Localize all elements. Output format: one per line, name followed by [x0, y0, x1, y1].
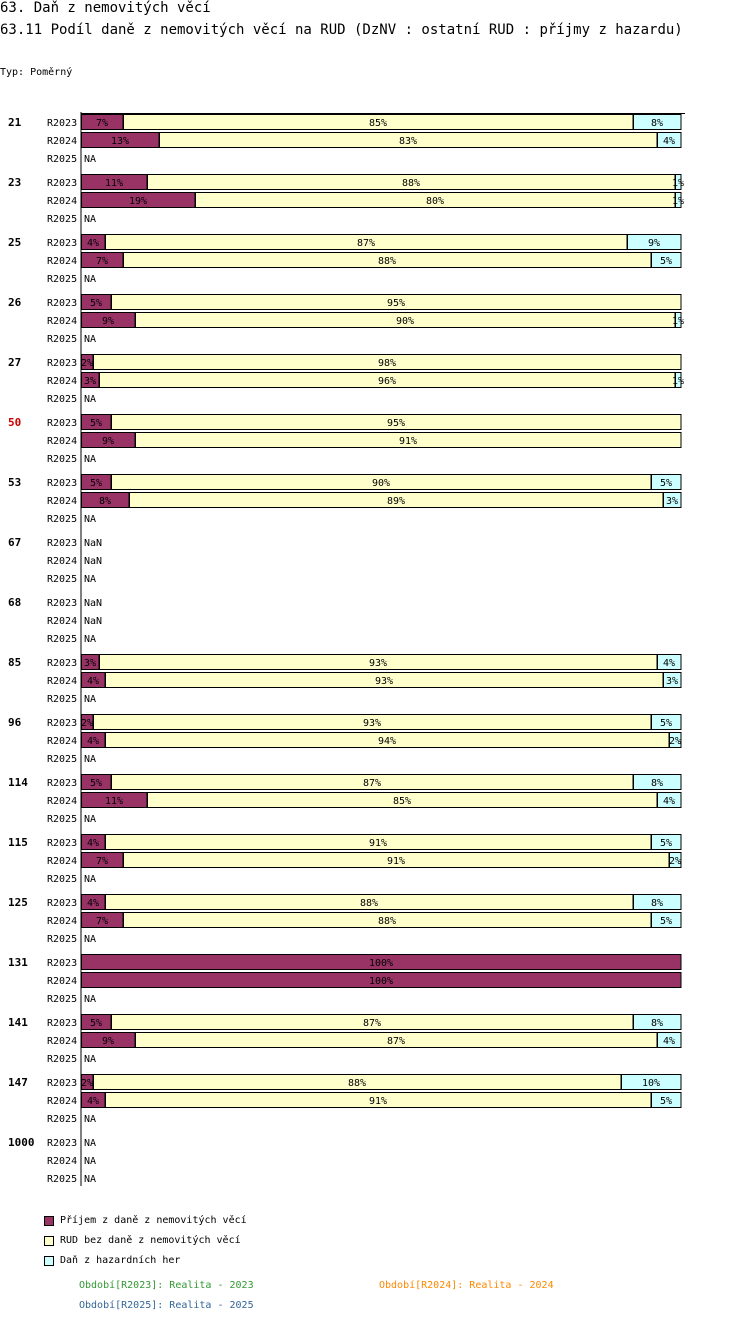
period-label: R2023: [47, 1078, 78, 1089]
value-label: 80%: [425, 196, 445, 207]
value-label: 5%: [89, 778, 103, 789]
value-label: 8%: [650, 898, 664, 909]
value-label: 8%: [650, 1018, 664, 1029]
value-label: 11%: [104, 178, 124, 189]
value-label: 8%: [98, 496, 112, 507]
na-label: NA: [84, 694, 97, 705]
period-label: R2023: [47, 358, 78, 369]
value-label: 87%: [386, 1036, 406, 1047]
group-label: 114: [8, 776, 28, 789]
na-label: NA: [84, 274, 97, 285]
value-label: 95%: [386, 418, 406, 429]
value-label: 88%: [359, 898, 379, 909]
chart-subtitle: 63.11 Podíl daně z nemovitých věcí na RUD (DzNV : ostatní RUD : příjmy z hazardu): [0, 22, 683, 38]
value-label: 7%: [95, 856, 109, 867]
value-label: 5%: [659, 916, 673, 927]
period-note-2023: Období[R2023]: Realita - 2023: [79, 1280, 254, 1291]
page-title: 63. Daň z nemovitých věcí: [0, 0, 211, 16]
value-label: 4%: [86, 238, 100, 249]
na-label: NA: [84, 1156, 97, 1167]
value-label: 4%: [86, 838, 100, 849]
na-label: NA: [84, 1138, 97, 1149]
period-label: R2024: [47, 796, 78, 807]
value-label: 87%: [362, 1018, 382, 1029]
period-label: R2024: [47, 736, 78, 747]
value-label: 93%: [374, 676, 394, 687]
period-label: R2025: [47, 1174, 78, 1185]
value-label: 7%: [95, 118, 109, 129]
group-label: 25: [8, 236, 22, 249]
value-label: 94%: [377, 736, 397, 747]
na-label: NA: [84, 1054, 97, 1065]
period-label: R2024: [47, 496, 78, 507]
value-label: 3%: [665, 676, 679, 687]
period-label: R2023: [47, 1018, 78, 1029]
period-label: R2023: [47, 298, 78, 309]
na-label: NA: [84, 754, 97, 765]
period-label: R2025: [47, 274, 78, 285]
period-label: R2023: [47, 178, 78, 189]
legend-item-rud: [44, 1235, 241, 1246]
na-label: NA: [84, 1114, 97, 1125]
value-label: 13%: [110, 136, 130, 147]
period-label: R2025: [47, 154, 78, 165]
value-label: 1%: [671, 196, 685, 207]
period-note-2024: Období[R2024]: Realita - 2024: [379, 1280, 554, 1291]
value-label: 4%: [86, 676, 100, 687]
legend-label-hazard: Daň z hazardních her: [60, 1255, 181, 1266]
period-label: R2024: [47, 916, 78, 927]
na-label: NA: [84, 634, 97, 645]
period-label: R2024: [47, 316, 78, 327]
na-label: NA: [84, 154, 97, 165]
period-label: R2025: [47, 574, 78, 585]
legend-label-dznv: Příjem z daně z nemovitých věcí: [60, 1215, 247, 1226]
value-label: 9%: [101, 316, 115, 327]
period-label: R2025: [47, 754, 78, 765]
na-label: NaN: [84, 556, 103, 567]
na-label: NaN: [84, 598, 103, 609]
legend-swatch-hazard: [44, 1256, 54, 1266]
value-label: 3%: [83, 658, 97, 669]
value-label: 2%: [668, 736, 682, 747]
group-label: 1000: [8, 1136, 35, 1149]
period-label: R2024: [47, 256, 78, 267]
period-label: R2024: [47, 1156, 78, 1167]
value-label: 88%: [347, 1078, 367, 1089]
na-label: NaN: [84, 616, 103, 627]
group-label: 68: [8, 596, 22, 609]
period-label: R2024: [47, 556, 78, 567]
value-label: 85%: [392, 796, 412, 807]
period-label: R2023: [47, 478, 78, 489]
value-label: 2%: [668, 856, 682, 867]
na-label: NA: [84, 934, 97, 945]
period-label: R2023: [47, 958, 78, 969]
value-label: 98%: [377, 358, 397, 369]
period-label: R2025: [47, 394, 78, 405]
period-label: R2023: [47, 538, 78, 549]
value-label: 4%: [86, 736, 100, 747]
value-label: 2%: [80, 718, 94, 729]
value-label: 83%: [398, 136, 418, 147]
na-label: NA: [84, 394, 97, 405]
value-label: 9%: [101, 436, 115, 447]
value-label: 95%: [386, 298, 406, 309]
value-label: 4%: [86, 1096, 100, 1107]
value-label: 5%: [659, 838, 673, 849]
period-note-2025: Období[R2025]: Realita - 2025: [79, 1300, 254, 1311]
group-label: 21: [8, 116, 22, 129]
legend-label-rud: RUD bez daně z nemovitých věcí: [60, 1235, 241, 1246]
group-label: 27: [8, 356, 22, 369]
na-label: NA: [84, 214, 97, 225]
period-label: R2024: [47, 856, 78, 867]
period-label: R2024: [47, 196, 78, 207]
value-label: 91%: [368, 838, 388, 849]
period-label: R2024: [47, 1096, 78, 1107]
value-label: 9%: [101, 1036, 115, 1047]
value-label: 1%: [671, 316, 685, 327]
period-label: R2024: [47, 976, 78, 987]
period-label: R2025: [47, 814, 78, 825]
na-label: NA: [84, 994, 97, 1005]
period-label: R2025: [47, 874, 78, 885]
value-label: 100%: [368, 958, 394, 969]
group-label: 125: [8, 896, 28, 909]
value-label: 5%: [659, 256, 673, 267]
group-label: 141: [8, 1016, 28, 1029]
na-label: NA: [84, 454, 97, 465]
value-label: 89%: [386, 496, 406, 507]
period-label: R2025: [47, 514, 78, 525]
value-label: 91%: [386, 856, 406, 867]
group-label: 147: [8, 1076, 28, 1089]
period-label: R2024: [47, 376, 78, 387]
value-label: 90%: [395, 316, 415, 327]
value-label: 5%: [659, 1096, 673, 1107]
value-label: 87%: [356, 238, 376, 249]
value-label: 87%: [362, 778, 382, 789]
value-label: 90%: [371, 478, 391, 489]
chart-type-label: Typ: Poměrný: [0, 67, 73, 78]
value-label: 5%: [89, 478, 103, 489]
value-label: 4%: [662, 136, 676, 147]
value-label: 91%: [398, 436, 418, 447]
value-label: 7%: [95, 256, 109, 267]
group-label: 67: [8, 536, 22, 549]
group-label: 85: [8, 656, 22, 669]
value-label: 4%: [662, 658, 676, 669]
group-label: 115: [8, 836, 28, 849]
value-label: 4%: [662, 796, 676, 807]
value-label: 5%: [89, 418, 103, 429]
value-label: 5%: [659, 478, 673, 489]
value-label: 93%: [368, 658, 388, 669]
value-label: 8%: [650, 118, 664, 129]
period-label: R2023: [47, 838, 78, 849]
period-label: R2025: [47, 214, 78, 225]
value-label: 1%: [671, 376, 685, 387]
value-label: 88%: [377, 256, 397, 267]
period-label: R2025: [47, 634, 78, 645]
value-label: 100%: [368, 976, 394, 987]
period-label: R2025: [47, 994, 78, 1005]
period-label: R2023: [47, 1138, 78, 1149]
legend-swatch-rud: [44, 1236, 54, 1246]
period-label: R2023: [47, 718, 78, 729]
value-label: 96%: [377, 376, 397, 387]
value-label: 1%: [671, 178, 685, 189]
value-label: 5%: [89, 1018, 103, 1029]
value-label: 19%: [128, 196, 148, 207]
value-label: 5%: [659, 718, 673, 729]
period-label: R2023: [47, 238, 78, 249]
group-label: 131: [8, 956, 28, 969]
group-label: 96: [8, 716, 22, 729]
na-label: NA: [84, 874, 97, 885]
value-label: 4%: [86, 898, 100, 909]
value-label: 85%: [368, 118, 388, 129]
period-label: R2024: [47, 676, 78, 687]
period-label: R2025: [47, 934, 78, 945]
group-label: 26: [8, 296, 22, 309]
value-label: 2%: [80, 1078, 94, 1089]
na-label: NA: [84, 1174, 97, 1185]
group-label: 53: [8, 476, 22, 489]
period-label: R2024: [47, 436, 78, 447]
period-label: R2025: [47, 694, 78, 705]
value-label: 10%: [641, 1078, 661, 1089]
period-label: R2025: [47, 454, 78, 465]
period-label: R2023: [47, 598, 78, 609]
legend-item-hazard: [44, 1255, 180, 1266]
value-label: 3%: [665, 496, 679, 507]
period-label: R2024: [47, 136, 78, 147]
period-label: R2024: [47, 616, 78, 627]
value-label: 2%: [80, 358, 94, 369]
period-label: R2024: [47, 1036, 78, 1047]
group-label: 23: [8, 176, 22, 189]
na-label: NA: [84, 334, 97, 345]
period-label: R2023: [47, 118, 78, 129]
period-label: R2023: [47, 898, 78, 909]
na-label: NA: [84, 814, 97, 825]
period-label: R2025: [47, 334, 78, 345]
value-label: 5%: [89, 298, 103, 309]
value-label: 11%: [104, 796, 124, 807]
legend-swatch-dznv: [44, 1216, 54, 1226]
value-label: 3%: [83, 376, 97, 387]
na-label: NA: [84, 574, 97, 585]
na-label: NA: [84, 514, 97, 525]
period-label: R2025: [47, 1054, 78, 1065]
period-label: R2023: [47, 418, 78, 429]
period-label: R2023: [47, 658, 78, 669]
na-label: NaN: [84, 538, 103, 549]
value-label: 9%: [647, 238, 661, 249]
value-label: 93%: [362, 718, 382, 729]
value-label: 91%: [368, 1096, 388, 1107]
value-label: 8%: [650, 778, 664, 789]
period-label: R2023: [47, 778, 78, 789]
group-label: 50: [8, 416, 22, 429]
period-label: R2025: [47, 1114, 78, 1125]
value-label: 7%: [95, 916, 109, 927]
value-label: 88%: [377, 916, 397, 927]
legend-item-dznv: [44, 1215, 247, 1226]
value-label: 4%: [662, 1036, 676, 1047]
value-label: 88%: [401, 178, 421, 189]
